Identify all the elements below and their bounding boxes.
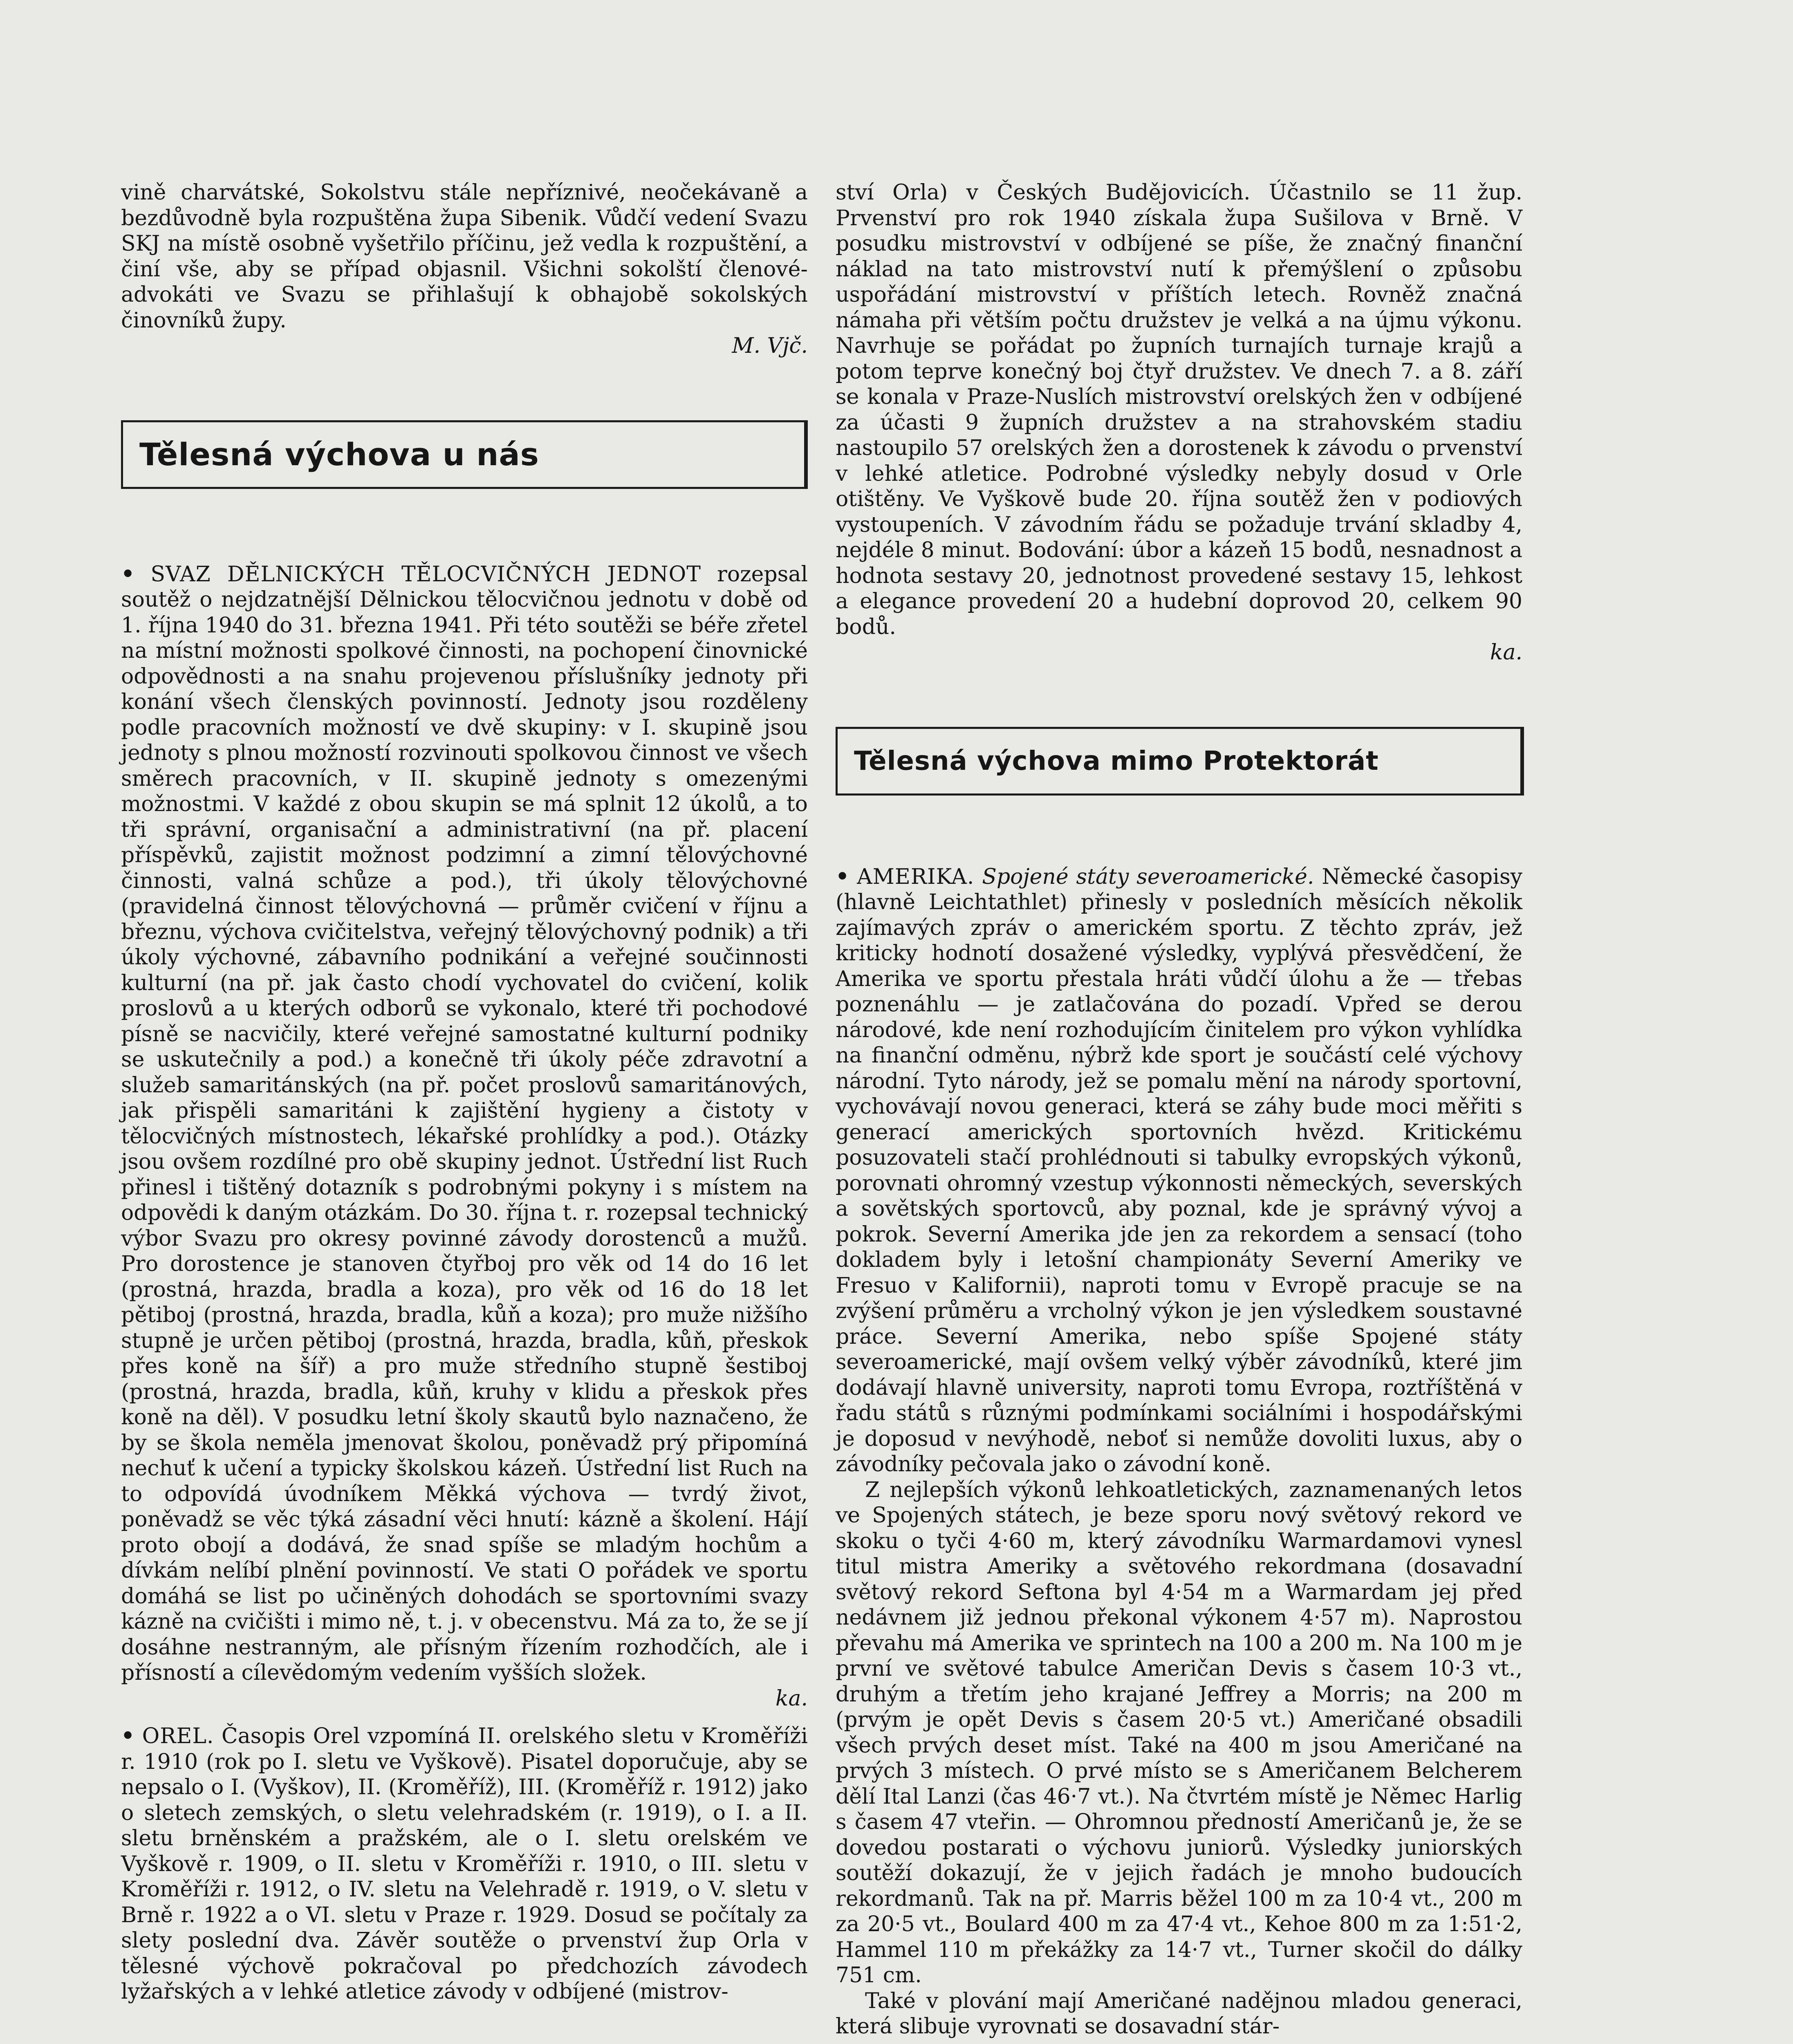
amerika-paragraph-3: Také v plování mají Američané nadějnou mladou generaci, která slibuje vyrovnati se dosavadní stár- [836,1988,1522,2039]
svaz-lead: SVAZ DĚLNICKÝCH TĚLOCVIČNÝCH JEDNOT [150,562,701,587]
orel-continued-paragraph [836,180,1522,666]
svaz-paragraph [121,562,808,1712]
section-heading-abroad: Tělesná výchova mimo Protektorát [836,727,1524,796]
intro-paragraph [121,180,808,359]
amerika-paragraph-2: Z nejlepších výkonů lehkoatletických, zaznamenaných letos ve Spojených státech, je beze sporu nový světový rekord ve skoku o tyči 4·60 m, který závodníku Warmardamovi vynesl titul mistra Ameriky a světového rekordmana (dosavadní světový rekord Seftona byl 4·54 m a Warmardam jej před nedávnem již jednou překonal výkonem 4·57 m). Naprostou převahu má Amerika ve sprintech na 100 a 200 m. Na 100 m je první ve světové tabulce Američan Devis s časem 10·3 vt., druhým a třetím jeho krajané Jeffrey a Morris; na 200 m (prvým je opět Devis s časem 20·5 vt.) Američané obsadili všech prvých deset míst. Také na 400 m jsou Američané na prvých 3 místech. O prvé místo se s Američanem Belcherem dělí Ital Lanzi (čas 46·7 vt.). Na čtvrtém místě je Němec Harlig s časem 47 vteřin. — Ohromnou předností Američanů je, že se dovedou postarati o výchovu juniorů. Výsledky juniorských soutěží dokazují, že v jejich řadách je mnoho budoucích rekordmanů. Tak na př. Marris běžel 100 m za 10·4 vt., 200 m za 20·5 vt., Boulard 400 m za 47·4 vt., Kehoe 800 m za 1:51·2, Hammel 110 m překážky za 14·7 vt., Turner skočil do dálky 751 cm. [836,1477,1522,1988]
right-column [836,180,1522,2040]
orel-continued-text: ství Orla) v Českých Budějovicích. Účastnilo se 11 žup. Prvenství pro rok 1940 získala župa Sušilova v Brně. V posudku mistrovství v odbíjené se píše, že značný finanční náklad na tato mistrovství nutí k přemýšlení o způsobu uspořádání mistrovství v příštích letech. Rovněž značná námaha při větším počtu družstev je velká a na újmu výkonu. Navrhuje se pořádat po župních turnajích turnaje krajů a potom teprve konečný boj čtyř družstev. Ve dnech 7. a 8. září se konala v Praze-Nuslích mistrovství orelských žen v odbíjené za účasti 9 župních družstev a na strahovském stadiu nastoupilo 57 orelských žen a dorostenek k závodu o prvenství v lehké atletice. Podrobné výsledky nebyly dosud v Orle otištěny. Ve Vyškově bude 20. října soutěž žen v podiových vystoupeních. V závodním řádu se požaduje trvání skladby 4, nejdéle 8 minut. Bodování: úbor a kázeň 15 bodů, nesnadnost a hodnota sestavy 20, jednotnost provedené sestavy 15, lehkost a elegance provedení 20 a hudební doprovod 20, celkem 90 bodů. [836,180,1522,639]
intro-signature: M. Vjč. [732,334,808,358]
amerika-paragraph [836,864,1522,1477]
section-heading-domestic: Tělesná výchova u nás [121,420,808,489]
orel-text: Časopis Orel vzpomíná II. orelského sletu v Kroměříži r. 1910 (rok po I. sletu ve Vyškově). Pisatel doporučuje, aby se nepsalo o I. (Vyškov), II. (Kroměříž), III. (Kroměříž r. 1912) jako o sletech zemských, o sletu velehradském (r. 1919), o I. a II. sletu brněnském a pražském, ale o I. sletu orelském ve Vyškově r. 1909, o II. sletu v Kroměříži r. 1910, o III. sletu v Kroměříži r. 1912, o IV. sletu na Velehradě r. 1919, o V. sletu v Brně r. 1922 a o VI. sletu v Praze r. 1929. Dosud se počítaly za slety poslední dva. Závěr soutěže o prvenství žup Orla v tělesné výchově pokračoval po předchozích závodech lyžařských a v lehké atletice závody v odbíjené (mistrov- [121,1724,808,2004]
orel-lead: OREL. [142,1724,214,1748]
amerika-text-1: Německé časopisy (hlavně Leichtathlet) přinesly v posledních měsících několik zajímavých zpráv o americkém sportu. Z těchto zpráv, jež kriticky hodnotí dosažené výsledky, vyplývá přesvědčení, že Amerika ve sportu přestala hráti vůdčí úlohu a že — třebas poznenáhlu — je zatlačována do pozadí. Vpřed se derou národové, kde není rozhodujícím činitelem pro výkon vyhlídka na finanční odměnu, nýbrž kde sport je součástí celé výchovy národní. Tyto národy, jež se pomalu mění na národy sportovní, vychovávají novou generaci, která se záhy bude moci měřiti s generací amerických sportovních hvězd. Kritickému posuzovateli stačí prohlédnouti si tabulky evropských výkonů, porovnati ohromný vzestup výkonnosti německých, severských a sovětských sportovců, aby poznal, kde je správný vývoj a pokrok. Severní Amerika jde jen za rekordem a sensací (toho dokladem byly i letošní championáty Severní Ameriky ve Fresuo v Kalifornii), naproti tomu v Evropě pracuje se na zvýšení průměru a vrcholný výkon je jen výsledkem soustavné práce. Severní Amerika, nebo spíše Spojené státy severoamerické, mají ovšem velký výběr závodníků, které jim dodávají hlavně university, naproti tomu Evropa, roztříštěná v řadu států s různými podmínkami sociálními i hospodářskými je doposud v nevýhodě, neboť si nemůže dovoliti luxus, aby o závodníky pečovala jako o závodní koně. [836,864,1523,1477]
bullet-icon: • [121,1724,135,1748]
bullet-icon: • [121,561,135,587]
orel-signature: ka. [1490,640,1522,665]
svaz-signature: ka. [775,1686,808,1711]
bullet-icon: • [836,864,849,889]
intro-text: vině charvátské, Sokolstvu stále nepříznivé, neočekávaně a bezdůvodně byla rozpuštěna župa Sibenik. Vůdčí vedení Svazu SKJ na místě osobně vyšetřilo příčinu, jež vedla k rozpuštění, a činí vše, aby se případ objasnil. Všichni sokolští členové-advokáti ve Svazu se přihlašují k obhajobě sokolských činovníků župy. [121,180,808,333]
left-column [121,180,808,2005]
svaz-text: rozepsal soutěž o nejdzatnější Dělnickou tělocvičnou jednotu v době od 1. října 1940 do 31. března 1941. Při této soutěži se béře zřetel na místní možnosti spolkové činnosti, na pochopení činovnické odpovědnosti a na snahu projevenou příslušníky jednoty při konání všech členských povinností. Jednoty jsou rozděleny podle pracovních možností ve dvě skupiny: v I. skupině jsou jednoty s plnou možností rozvinouti spolkovou činnost ve všech směrech pracovních, v II. skupině jednoty s omezenými možnostmi. V každé z obou skupin se má splnit 12 úkolů, a to tři správní, organisační a administrativní (na př. placení příspěvků, zajistit možnost podzimní a zimní tělovýchovné činnosti, valná schůze a pod.), tři úkoly tělovýchovné (pravidelná činnost tělovýchovná — průměr cvičení v říjnu a březnu, výchova cvičitelstva, veřejný tělovýchovný podnik) a tři úkoly výchovné, zábavního podnikání a veřejné součinnosti kulturní (na př. jak často chodí vychovatel do cvičení, kolik proslovů a u kterých odborů se vykonalo, které tři pochodové písně se nacvičily, které veřejné samostatné kulturní podniky se uskutečnily a pod.) a konečně tři úkoly péče zdravotní a služeb samaritánských (na př. počet proslovů samaritánových, jak přispěli samaritáni k zajištění hygieny a čistoty v tělocvičných místnostech, lékařské prohlídky a pod.). Otázky jsou ovšem rozdílné pro obě skupiny jednot. Ústřední list Ruch přinesl i tištěný dotazník s podrobnými pokyny i s místem na odpovědi k daným otázkám. Do 30. října t. r. rozepsal technický výbor Svazu pro okresy povinné závody dorostenců a mužů. Pro dorostence je stanoven čtyřboj pro věk od 14 do 16 let (prostná, hrazda, bradla a koza), pro věk od 16 do 18 let pětiboj (prostná, hrazda, bradla, kůň a koza); pro muže nižšího stupně je určen pětiboj (prostná, hrazda, bradla, kůň, přeskok přes koně na šíř) a pro muže středního stupně šestiboj (prostná, hrazda, bradla, kůň, kruhy v klidu a přeskok přes koně na děl). V posudku letní školy skautů bylo naznačeno, že by se škola neměla jmenovat školou, poněvadž prý připomíná nechuť k učení a typicky školskou kázeň. Ústřední list Ruch na to odpovídá úvodníkem Měkká výchova — tvrdý život, poněvadž se věc týká zásadní věci hnutí: kázně a školení. Hájí proto obojí a dodává, že snad spíše se mladým hochům a dívkám nelíbí plnění povinností. Ve stati O pořádek ve sportu domáhá se list po učiněných dohodách se sportovními svazy kázně na cvičišti i mimo ně, t. j. v obecenstvu. Má za to, že se jí dosáhne nestranným, ale přísným řízením rozhodčích, ale i přísností a cílevědomým vedením vyšších složek. [121,562,808,1685]
amerika-subtitle: Spojené státy severoamerické. [982,864,1314,889]
orel-paragraph [121,1724,808,2005]
amerika-lead: AMERIKA. [857,864,975,889]
